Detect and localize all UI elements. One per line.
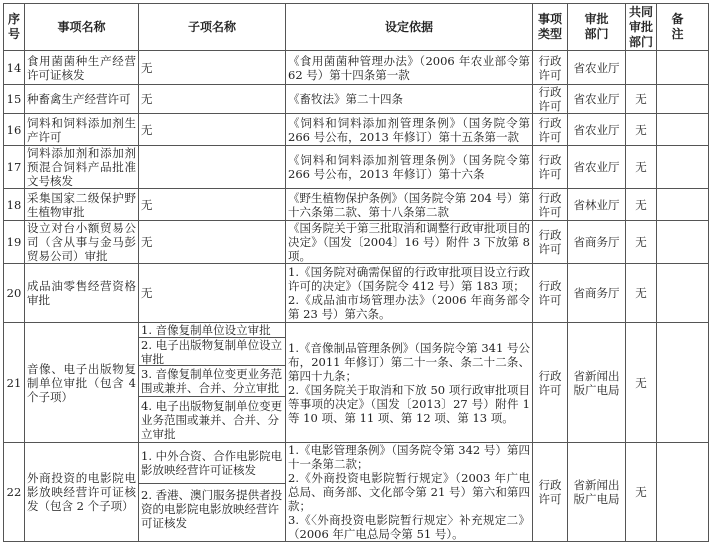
header-basis: 设定依据	[286, 4, 533, 51]
sub-item-cell: 无	[139, 189, 286, 221]
approval-dept-cell: 省商务厅	[568, 221, 626, 264]
item-type-cell: 行政许可	[533, 85, 568, 114]
table-row	[4, 85, 709, 114]
joint-dept-cell: 无	[626, 323, 657, 443]
item-name-cell: 采集国家二级保护野生植物审批	[25, 189, 139, 221]
seq-cell: 20	[4, 264, 25, 323]
header-seq: 序号	[4, 4, 25, 51]
seq-cell: 17	[4, 146, 25, 189]
joint-dept-cell: 无	[626, 221, 657, 264]
remarks-cell	[657, 264, 709, 323]
item-type-cell: 行政许可	[533, 221, 568, 264]
approval-dept-cell: 省农业厅	[568, 51, 626, 85]
basis-line: 1.《电影管理条例》（国务院令第 342 号）第四十一条第二款；	[288, 443, 530, 471]
approval-dept-cell: 省新闻出版广电局	[568, 323, 626, 443]
item-name-cell: 音像、电子出版物复制单位审批（包含 4 个子项）	[25, 323, 139, 443]
approval-dept-cell: 省农业厅	[568, 146, 626, 189]
basis-cell: 《畜牧法》第二十四条	[286, 85, 533, 114]
item-type-cell: 行政许可	[533, 323, 568, 443]
basis-line: 2.《国务院关于取消和下放 50 项行政审批项目等事项的决定》（国发〔2013〕27 号）附件 1 等 10 项、第 11 项、第 12 项、第 13 项。	[288, 382, 530, 425]
item-name-cell: 食用菌菌种生产经营许可证核发	[25, 51, 139, 85]
table-row	[4, 114, 709, 146]
sub-item-cell	[139, 146, 286, 189]
remarks-cell	[657, 221, 709, 264]
table-row	[4, 51, 709, 85]
header-row	[4, 4, 709, 51]
basis-line: 1.《国务院对确需保留的行政审批项目设立行政许可的决定》（国务院令 412 号）第 183 项；	[288, 265, 530, 293]
sub-item: 2. 电子出版物复制单位设立审批	[139, 338, 285, 366]
sub-item: 3. 音像复制单位变更业务范围或兼并、合并、分立审批	[139, 366, 285, 397]
item-type-cell: 行政许可	[533, 114, 568, 146]
item-name-cell: 饲料和饲料添加剂生产许可	[25, 114, 139, 146]
sub-item-cell	[139, 323, 286, 443]
approval-items-table	[3, 3, 709, 542]
sub-item: 2. 香港、澳门服务提供者投资的电影院电影放映经营许可证核发	[141, 487, 283, 530]
sub-item-cell: 无	[139, 264, 286, 323]
seq-cell: 22	[4, 443, 25, 542]
basis-cell: 《饲料和饲料添加剂管理条例》（国务院令第 266 号公布，2013 年修订）第十六条	[286, 146, 533, 189]
table-row	[4, 189, 709, 221]
seq-cell: 21	[4, 323, 25, 443]
remarks-cell	[657, 85, 709, 114]
remarks-cell	[657, 51, 709, 85]
table-row	[4, 323, 709, 443]
item-name-cell: 饲料添加剂和添加剂预混合饲料产品批准文号核发	[25, 146, 139, 189]
item-name-cell: 成品油零售经营资格审批	[25, 264, 139, 323]
sub-item: 1. 音像复制单位设立审批	[139, 323, 285, 338]
sub-item: 4. 电子出版物复制单位变更业务范围或兼并、合并、分立审批	[141, 398, 283, 441]
seq-cell: 15	[4, 85, 25, 114]
basis-cell: 《野生植物保护条例》（国务院令第 204 号）第十六条第二款、第十八条第二款	[286, 189, 533, 221]
basis-cell: 《国务院关于第三批取消和调整行政审批项目的决定》（国发〔2004〕16 号）附件 3 下放第 8 项。	[286, 221, 533, 264]
joint-dept-cell: 无	[626, 264, 657, 323]
sub-item-cell: 无	[139, 221, 286, 264]
header-item-name: 事项名称	[25, 4, 139, 51]
header-item-type: 事项类型	[533, 4, 568, 51]
remarks-cell	[657, 443, 709, 542]
basis-line: 3.《〈外商投资电影院暂行规定〉补充规定二》（2006 年广电总局令第 51 号）。	[288, 513, 530, 541]
remarks-cell	[657, 323, 709, 443]
item-type-cell: 行政许可	[533, 51, 568, 85]
approval-dept-cell: 省农业厅	[568, 114, 626, 146]
item-name-cell: 种畜禽生产经营许可	[25, 85, 139, 114]
header-joint-dept: 共同审批部门	[626, 4, 657, 51]
seq-cell: 19	[4, 221, 25, 264]
approval-dept-cell: 省新闻出版广电局	[568, 443, 626, 542]
basis-cell: 《食用菌菌种管理办法》（2006 年农业部令第 62 号）第十四条第一款	[286, 51, 533, 85]
joint-dept-cell: 无	[626, 189, 657, 221]
item-type-cell: 行政许可	[533, 146, 568, 189]
sub-item-cell: 无	[139, 114, 286, 146]
joint-dept-cell: 无	[626, 443, 657, 542]
approval-dept-cell: 省商务厅	[568, 264, 626, 323]
seq-cell: 18	[4, 189, 25, 221]
basis-cell: 《饲料和饲料添加剂管理条例》（国务院令第 266 号公布，2013 年修订）第十五条第一款	[286, 114, 533, 146]
remarks-cell	[657, 146, 709, 189]
joint-dept-cell	[626, 51, 657, 85]
item-name-cell: 设立对台小额贸易公司（含从事与金马彭贸易公司）审批	[25, 221, 139, 264]
remarks-cell	[657, 114, 709, 146]
item-type-cell: 行政许可	[533, 264, 568, 323]
header-approval-dept: 审批部门	[568, 4, 626, 51]
header-remarks: 备 注	[657, 4, 709, 51]
sub-item-cell: 无	[139, 51, 286, 85]
basis-cell	[286, 323, 533, 443]
seq-cell: 16	[4, 114, 25, 146]
basis-cell	[286, 264, 533, 323]
item-type-cell: 行政许可	[533, 189, 568, 221]
item-type-cell: 行政许可	[533, 443, 568, 542]
document-page	[3, 3, 709, 542]
basis-line: 1.《音像制品管理条例》（国务院令第 341 号公布，2011 年修订）第二十一条、条二十二条、第四十九条；	[288, 340, 530, 383]
sub-item-cell	[139, 443, 286, 542]
joint-dept-cell: 无	[626, 85, 657, 114]
sub-item-cell: 无	[139, 85, 286, 114]
approval-dept-cell: 省农业厅	[568, 85, 626, 114]
basis-line: 2.《成品油市场管理办法》（2006 年商务部令第 23 号）第六条。	[288, 293, 530, 321]
joint-dept-cell: 无	[626, 146, 657, 189]
table-row	[4, 146, 709, 189]
table-row	[4, 221, 709, 264]
approval-dept-cell: 省林业厅	[568, 189, 626, 221]
basis-line: 2.《外商投资电影院暂行规定》（2003 年广电总局、商务部、文化部令第 21 号）第六和第四款；	[288, 471, 530, 513]
sub-item: 1. 中外合资、合作电影院电影放映经营许可证核发	[139, 443, 285, 484]
item-name-cell: 外商投资的电影院电影放映经营许可证核发（包含 2 个子项）	[25, 443, 139, 542]
table-row	[4, 443, 709, 542]
seq-cell: 14	[4, 51, 25, 85]
header-sub-item-name: 子项名称	[139, 4, 286, 51]
remarks-cell	[657, 189, 709, 221]
basis-cell	[286, 443, 533, 542]
table-row	[4, 264, 709, 323]
joint-dept-cell: 无	[626, 114, 657, 146]
